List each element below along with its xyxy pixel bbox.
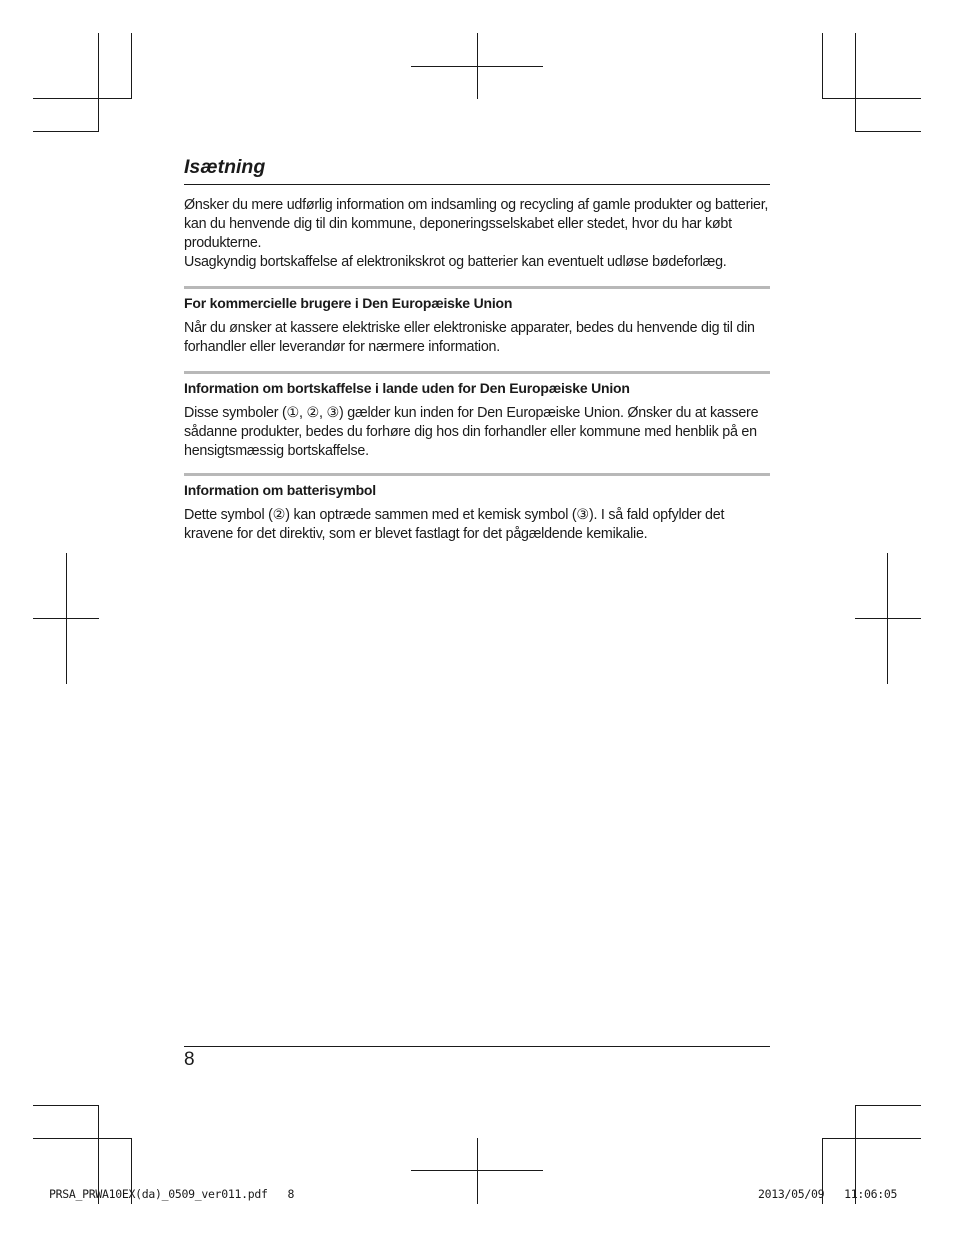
print-slug-timestamp: 2013/05/09 11:06:05 xyxy=(758,1187,898,1201)
intro-warning: Usagkyndig bortskaffelse af elektronikskrot og batterier kan eventuelt udløse bødeforlæg. xyxy=(184,254,727,270)
section-heading: For kommercielle brugere i Den Europæiske Union xyxy=(184,295,513,311)
print-slug-filename: PRSA_PRWA10EX(da)_0509_ver011.pdf 8 xyxy=(49,1187,295,1201)
page-number: 8 xyxy=(184,1049,195,1070)
section-body: Når du ønsker at kassere elektriske eller elektroniske apparater, bedes du henvende dig til din forhandler eller leverandør for nærmere information. xyxy=(184,320,755,355)
section-outside-eu xyxy=(184,371,770,461)
section-body: Disse symboler (①, ②, ③) gælder kun inden for Den Europæiske Union. Ønsker du at kassere sådanne produkter, bedes du forhøre dig hos din forhandler eller kommune med henblik på en hensigtsmæssig bortskaffelse. xyxy=(184,405,759,459)
section-heading: Information om batterisymbol xyxy=(184,482,376,498)
section-battery-symbol xyxy=(184,473,770,544)
intro-text xyxy=(184,196,770,272)
section-body: Dette symbol (②) kan optræde sammen med et kemisk symbol (③). I så fald opfylder det kravene for det direktiv, som er blevet fastlagt for det pågældende kemikalie. xyxy=(184,507,725,542)
section-heading: Information om bortskaffelse i lande uden for Den Europæiske Union xyxy=(184,380,630,396)
page-title: Isætning xyxy=(184,154,770,185)
footer-divider xyxy=(184,1046,770,1047)
intro-paragraph: Ønsker du mere udførlig information om indsamling og recycling af gamle produkter og batterier, kan du henvende dig til din kommune, deponeringsselskabet eller stedet, hvor du har købt produkterne. xyxy=(184,197,769,251)
section-commercial-users xyxy=(184,286,770,357)
page-content xyxy=(184,154,770,544)
